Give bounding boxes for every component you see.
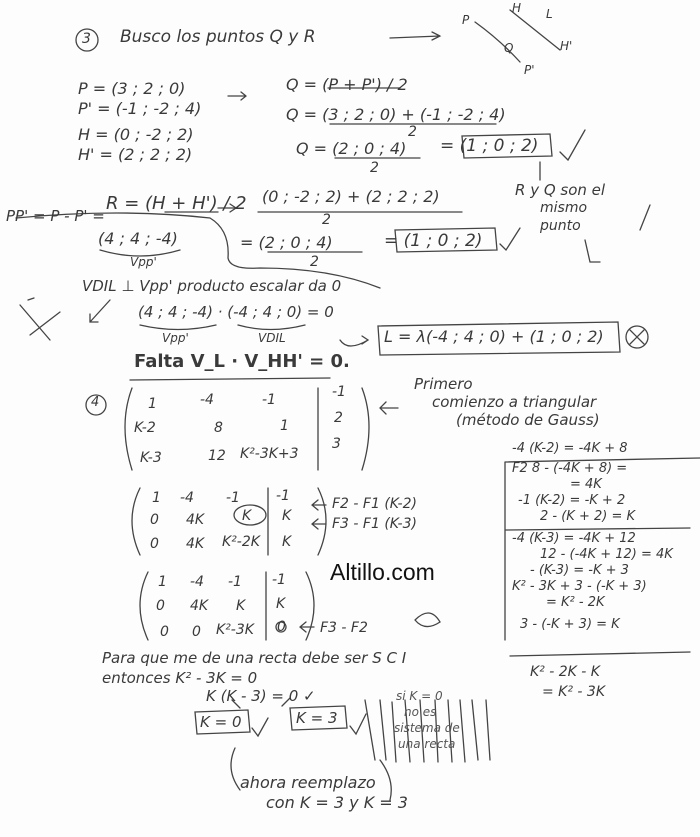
matrix-cell: -1: [272, 572, 286, 588]
calc-line: - (K-3) = -K + 3: [530, 563, 629, 578]
calc-line: 3 - (-K + 3) = K: [520, 617, 620, 632]
crossed-out-text: una recta: [398, 737, 456, 751]
r-substitution: (0 ; -2 ; 2) + (2 ; 2 ; 2): [262, 187, 440, 206]
exercise-number: 3: [82, 31, 91, 47]
slash-mark: [640, 205, 650, 230]
matrix-cell: -1: [276, 488, 290, 504]
arrow-mark: [228, 92, 246, 100]
final-note-line-2: con K = 3 y K = 3: [266, 793, 408, 812]
check-mark: [500, 228, 520, 250]
matrix-cell: 0: [192, 624, 201, 640]
q-simplified: Q = (2 ; 0 ; 4): [296, 139, 407, 158]
underline-mark: [130, 378, 330, 380]
r-formula: R = (H + H') / 2: [106, 193, 247, 214]
calc-line: -1 (K-2) = -K + 2: [518, 493, 626, 508]
matrix-cell: 1: [152, 490, 161, 506]
arrow-mark: [312, 500, 326, 529]
matrix-cell: 4K: [186, 536, 205, 552]
matrix-cell: K: [236, 598, 246, 614]
sketch-label-h: H: [512, 1, 522, 15]
matrix-cell: 0: [150, 512, 159, 528]
calc-line: -4 (K-3) = -4K + 12: [512, 531, 636, 546]
gauss-note-line-1: Primero: [414, 375, 473, 393]
calc-line: F2 8 - (-4K + 8) =: [512, 461, 628, 476]
gauss-note-line-3: (método de Gauss): [456, 411, 600, 429]
sketch-label-q: Q: [504, 41, 514, 55]
calc-line: K² - 2K - K: [530, 664, 600, 680]
calc-line: -4 (K-2) = -4K + 8: [512, 441, 628, 456]
sketch-label-p: P: [462, 13, 470, 27]
matrix-cell: K²-2K: [222, 534, 260, 550]
matrix-cell: -1: [226, 490, 240, 506]
conclusion-line: entonces K² - 3K = 0: [102, 669, 258, 687]
perpendicular-statement: VDIL ⊥ Vpp' producto escalar da 0: [82, 277, 342, 295]
same-point-line-3: punto: [540, 218, 581, 234]
vpp-definition: PP' = P - P' =: [6, 207, 105, 225]
matrix-cell: 4K: [186, 512, 205, 528]
matrix-cell: 1: [158, 574, 167, 590]
matrix-cell: K-3: [140, 450, 162, 466]
matrix-cell: 3: [332, 436, 341, 452]
arrow-mark: [340, 336, 368, 346]
matrix-cell: -1: [332, 384, 346, 400]
matrix-cell: K: [242, 508, 252, 524]
scribble-mark: [415, 613, 440, 627]
arrow-mark: [585, 240, 600, 262]
matrix-cell: 0: [156, 598, 165, 614]
matrix-cell: 8: [214, 420, 223, 436]
q-formula: Q = (P + P') / 2: [286, 75, 408, 94]
matrix-cell: 0: [160, 624, 169, 640]
matrix-cell: K²-3K: [216, 622, 254, 638]
crossed-out-text: si K = 0: [396, 689, 443, 703]
brace-mark: [140, 325, 305, 330]
q-simplified-denominator: 2: [370, 160, 379, 176]
missing-condition: Falta V_L · V_HH' = 0.: [134, 351, 350, 372]
matrix-cell: 1: [280, 418, 289, 434]
calc-line: 2 - (K + 2) = K: [540, 509, 636, 524]
point-p2: P' = (-1 ; -2 ; 4): [78, 99, 202, 118]
vpp-label: Vpp': [130, 255, 157, 269]
matrix-cell: 2: [334, 410, 343, 426]
k-three-result: K = 3: [296, 709, 338, 727]
calc-line: = K² - 3K: [542, 684, 606, 700]
matrix-cell: 0: [150, 536, 159, 552]
calc-line: K² - 3K + 3 - (-K + 3): [512, 579, 647, 594]
matrix-cell: K: [276, 596, 286, 612]
matrix-cell: 0: [277, 619, 286, 635]
crossed-out-text: no es: [404, 705, 437, 719]
matrix-cell: K-2: [134, 420, 156, 436]
dot-product-label-2: VDIL: [258, 331, 286, 345]
exercise-number: 4: [91, 395, 100, 410]
q-substitution-denominator: 2: [408, 124, 417, 140]
r-simplified: = (2 ; 0 ; 4): [240, 233, 333, 252]
conclusion-line: Para que me de una recta debe ser S C I: [102, 649, 407, 667]
matrix-cell: -4: [200, 392, 214, 408]
calc-line: = K² - 2K: [546, 595, 605, 610]
matrix-cell: 12: [208, 448, 226, 464]
row-operation: F3 - F1 (K-3): [332, 516, 417, 532]
q-substitution: Q = (3 ; 2 ; 0) + (-1 ; -2 ; 4): [286, 105, 506, 124]
arrow-mark: [300, 622, 314, 632]
matrix-cell: 4K: [190, 598, 209, 614]
conclusion-line: K (K - 3) = 0 ✓: [206, 687, 316, 705]
exercise-heading: Busco los puntos Q y R: [120, 27, 316, 47]
r-simplified-denominator: 2: [310, 254, 319, 270]
matrix-cell: K: [282, 534, 292, 550]
calc-line: = 4K: [570, 477, 602, 492]
arrow-mark: [390, 32, 440, 40]
calc-line: 12 - (-4K + 12) = 4K: [540, 547, 673, 562]
matrix-cell: K: [282, 508, 292, 524]
point-h: H = (0 ; -2 ; 2): [78, 125, 194, 144]
cross-mark: [630, 330, 644, 344]
matrix-cell: -4: [190, 574, 204, 590]
sketch-lines: [20, 298, 60, 340]
matrix-cell: -1: [262, 392, 276, 408]
watermark: Altillo.com: [330, 559, 435, 585]
gauss-note-line-2: comienzo a triangular: [432, 393, 597, 411]
sketch-label-h2: H': [560, 39, 573, 53]
matrix-cell: K²-3K+3: [240, 446, 299, 462]
arrow-mark: [380, 402, 398, 414]
arrow-mark: [90, 300, 110, 322]
q-result: = (1 ; 0 ; 2): [440, 136, 539, 156]
dot-product-label-1: Vpp': [162, 331, 189, 345]
row-operation: F3 - F2: [320, 620, 368, 636]
r-result: = (1 ; 0 ; 2): [384, 231, 483, 251]
dot-product: (4 ; 4 ; -4) · (-4 ; 4 ; 0) = 0: [138, 303, 334, 321]
same-point-line-1: R y Q son el: [515, 181, 606, 199]
vpp-value: (4 ; 4 ; -4): [98, 229, 178, 248]
crossed-out-text: sistema de: [394, 721, 460, 735]
sketch-label-p2: P': [524, 63, 535, 77]
circle-mark: [626, 326, 648, 348]
matrix-cell: 1: [148, 396, 157, 412]
r-substitution-denominator: 2: [322, 212, 331, 228]
k-zero-result: K = 0: [200, 713, 242, 731]
sketch-label-l: L: [546, 7, 553, 21]
point-p: P = (3 ; 2 ; 0): [78, 79, 186, 98]
matrix-cell: -4: [180, 490, 194, 506]
matrix-cell: -1: [228, 574, 242, 590]
check-mark: [560, 130, 585, 160]
line-equation: L = λ(-4 ; 4 ; 0) + (1 ; 0 ; 2): [384, 327, 604, 346]
same-point-line-2: mismo: [540, 200, 588, 216]
point-h2: H' = (2 ; 2 ; 2): [78, 145, 193, 164]
row-operation: F2 - F1 (K-2): [332, 496, 417, 512]
final-note-line-1: ahora reemplazo: [240, 773, 376, 792]
